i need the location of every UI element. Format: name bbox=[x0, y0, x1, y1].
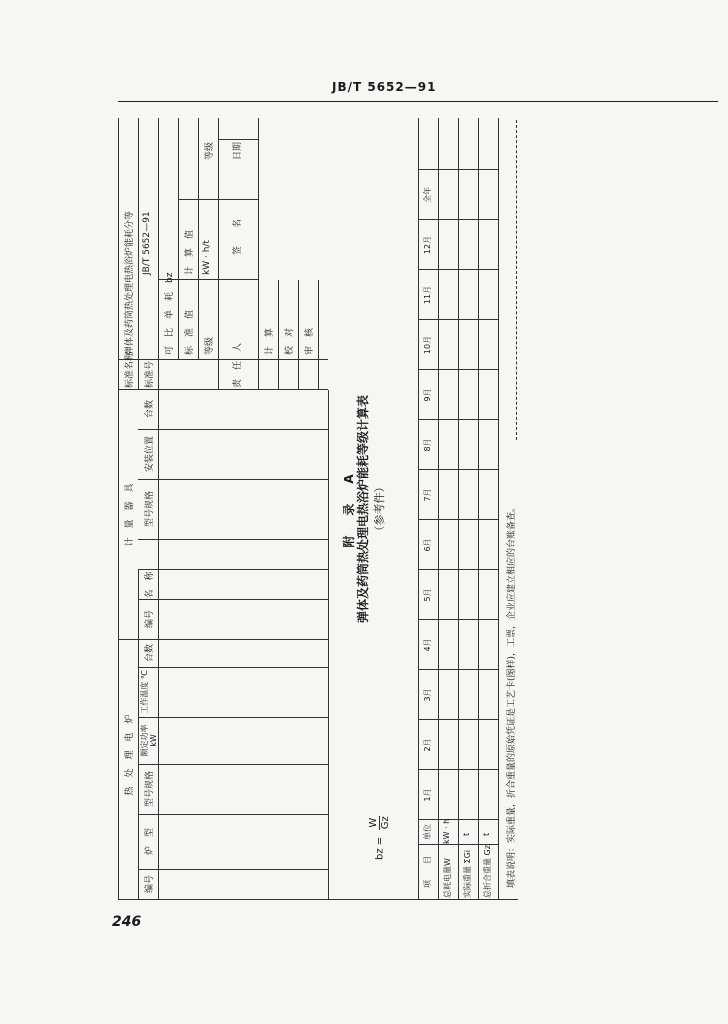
appendix-title: 弹体及药筒热处理电热浴炉能耗等级计算表 bbox=[356, 395, 370, 624]
row-total-power: 总耗电量W bbox=[443, 858, 452, 898]
calculated-value-label: 计 算 值 bbox=[185, 229, 195, 275]
month-5: 5月 bbox=[423, 588, 432, 602]
formula bbox=[368, 816, 391, 860]
month-12: 12月 bbox=[423, 235, 432, 255]
furnace-col-count: 台数 bbox=[145, 644, 155, 663]
footnote: 填表说明：实际重量，折合重量的原始凭证是工艺卡(图样)，工票，企业应建立相应的台账备查。 bbox=[507, 502, 517, 888]
furnace-col-no: 编号 bbox=[145, 875, 155, 894]
standard-name-value: 弹体及药筒热处理电热浴炉能耗分等 bbox=[125, 210, 135, 355]
month-8: 8月 bbox=[423, 438, 432, 452]
standard-name-label: 标准名称 bbox=[125, 351, 135, 388]
meter-col-name: 名 称 bbox=[145, 571, 155, 599]
furnace-group-header: 热 处 理 电 炉 bbox=[125, 714, 135, 796]
monthly-item-label: 项 目 bbox=[423, 856, 432, 888]
header-code: JB/T 5652—91 bbox=[332, 80, 437, 94]
meter-col-count: 台数 bbox=[145, 400, 155, 419]
standard-no-value: JB/T 5652—91 bbox=[142, 211, 152, 275]
unit-label: kW · h/t bbox=[202, 240, 212, 275]
comparable-unit-label: 可 比 单 耗 bz bbox=[165, 272, 175, 355]
month-10: 10月 bbox=[423, 335, 432, 355]
header-rule bbox=[118, 101, 718, 102]
furnace-col-type: 炉 型 bbox=[145, 828, 155, 856]
month-total: 全年 bbox=[423, 187, 432, 203]
standard-no-label: 标准号 bbox=[145, 360, 155, 388]
date-label: 日期 bbox=[233, 141, 243, 160]
month-6: 6月 bbox=[423, 538, 432, 552]
grade-col-label: 等级 bbox=[205, 141, 215, 160]
row-actual-weight: 实际重量 ΣGi bbox=[463, 849, 472, 898]
month-2: 2月 bbox=[423, 738, 432, 752]
furnace-col-power: 额定功率 kW bbox=[140, 724, 158, 757]
month-1: 1月 bbox=[423, 788, 432, 802]
row-converted-weight-unit: t bbox=[482, 832, 491, 836]
furnace-col-model: 型号规格 bbox=[145, 771, 155, 808]
grade-label: 等级 bbox=[205, 336, 215, 355]
rotated-appendix bbox=[118, 118, 518, 900]
meter-col-no: 编号 bbox=[145, 610, 155, 629]
month-7: 7月 bbox=[423, 488, 432, 502]
role-review: 审 核 bbox=[305, 327, 315, 355]
responsible-label: 责 任 人 bbox=[233, 342, 243, 388]
appendix-subtitle: （参考件） bbox=[373, 481, 386, 537]
meter-group-header: 计 量 器 具 bbox=[125, 483, 135, 547]
meter-col-model: 型号规格 bbox=[145, 491, 155, 528]
monthly-unit-label: 单位 bbox=[423, 824, 432, 840]
month-4: 4月 bbox=[423, 638, 432, 652]
page-number: 246 bbox=[112, 914, 142, 930]
meter-col-location: 安装位置 bbox=[145, 436, 155, 473]
sign-label: 签 名 bbox=[233, 218, 243, 255]
standard-value-label: 标 准 值 bbox=[185, 309, 195, 355]
row-actual-weight-unit: t bbox=[462, 832, 471, 836]
formula-numerator: W bbox=[368, 817, 379, 828]
row-total-power-unit: kW · h bbox=[442, 818, 451, 844]
month-3: 3月 bbox=[423, 688, 432, 702]
formula-denominator: Gz bbox=[380, 816, 391, 830]
role-check: 校 对 bbox=[285, 327, 295, 355]
month-9: 9月 bbox=[423, 388, 432, 402]
formula-lhs: bz = bbox=[374, 836, 386, 860]
month-11: 11月 bbox=[423, 285, 432, 305]
appendix-label: 附 录 A bbox=[342, 470, 356, 548]
furnace-col-temp: 工作温度 ℃ bbox=[140, 670, 149, 714]
row-converted-weight: 总折合重量 Gz bbox=[483, 845, 492, 898]
role-calc: 计 算 bbox=[265, 327, 275, 355]
